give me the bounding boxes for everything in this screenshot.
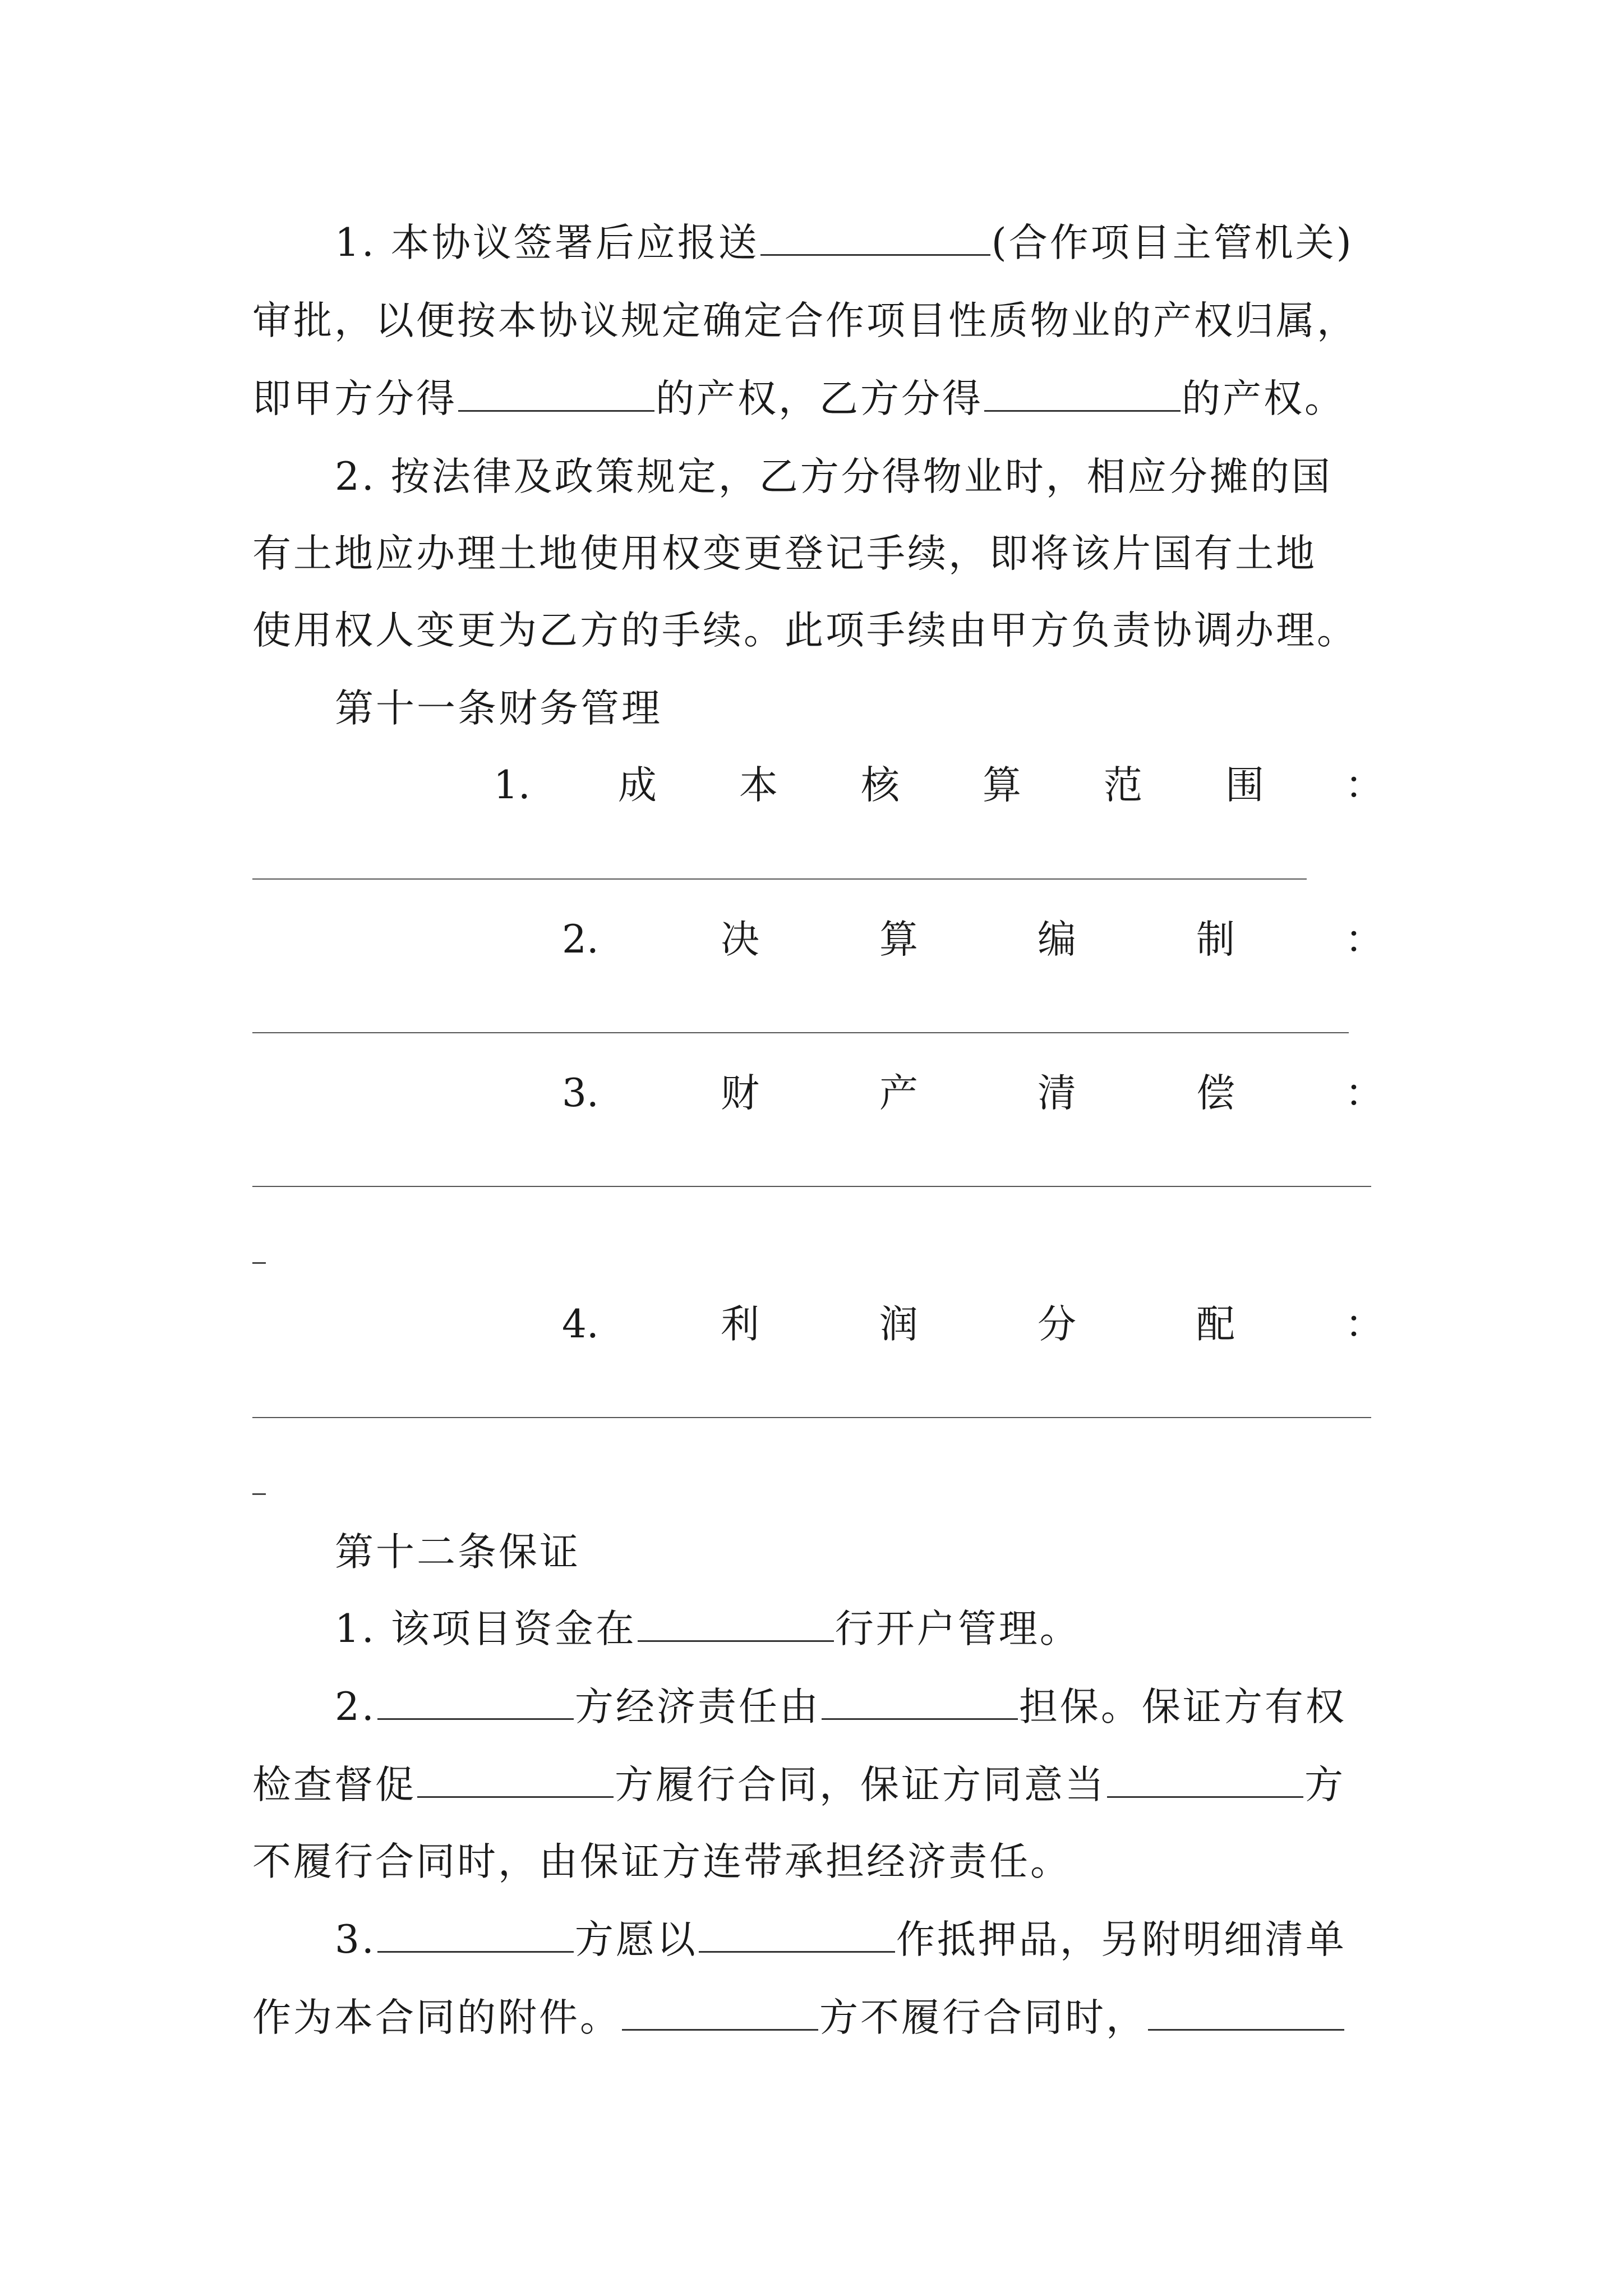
item-char: 配 [1196, 1302, 1235, 1347]
clause11-title: 第十一条财务管理 [335, 686, 662, 731]
clause12-item2-line1 [335, 1682, 1347, 1732]
item-colon: ： [1345, 917, 1384, 962]
clause12-item2-line2-pre: 检查督促 [252, 1763, 416, 1807]
item-char: 产 [879, 1071, 918, 1116]
item-colon: ： [1345, 763, 1384, 808]
item-char: 核 [861, 763, 900, 808]
clause12-item2-line2-post: 方 [1304, 1763, 1345, 1807]
clause10-item2-line1: 2. 按法律及政策规定，乙方分得物业时，相应分摊的国 [335, 454, 1332, 499]
item-char: 制 [1196, 917, 1235, 962]
clause12-title: 第十二条保证 [335, 1530, 580, 1575]
clause12-item3-line1-post: 作抵押品，另附明细清单 [896, 1917, 1347, 1962]
clause11-item1-row [0, 760, 1623, 811]
blank-field [622, 1994, 818, 2031]
clause10-item1-line3-mid: 的产权，乙方分得 [656, 376, 983, 421]
fill-in-line-stub [252, 1262, 266, 1264]
clause10-item2-line3: 使用权人变更为乙方的手续。此项手续由甲方负责协调办理。 [252, 608, 1358, 653]
clause10-item1-line1 [335, 218, 1354, 268]
clause11-item4-row [0, 1299, 1623, 1350]
clause12-item1-pre: 1. 该项目资金在 [335, 1607, 637, 1651]
clause10-item1-line1-pre: 1. 本协议签署后应报送 [335, 220, 759, 265]
clause12-item2-line1-post: 担保。保证方有权 [1018, 1685, 1347, 1729]
item-char: 算 [983, 763, 1021, 808]
clause10-item1-line3-post: 的产权。 [1182, 376, 1345, 421]
clause10-item1-line3-pre: 即甲方分得 [252, 376, 457, 421]
blank-field [458, 375, 654, 412]
item-char: 决 [721, 917, 759, 962]
clause12-item1-post: 行开户管理。 [834, 1607, 1081, 1651]
clause12-item2-line2-mid: 方履行合同，保证方同意当 [615, 1763, 1106, 1807]
clause12-item3-line1-mid: 方愿以 [574, 1917, 698, 1962]
item-char: 本 [739, 763, 778, 808]
item-char: 利 [721, 1302, 759, 1347]
blank-field [377, 1916, 574, 1953]
blank-field [984, 375, 1181, 412]
item-char: 围 [1225, 763, 1264, 808]
item-char: 财 [721, 1071, 759, 1116]
item-number: 3. [562, 1071, 599, 1116]
item-char: 偿 [1196, 1071, 1235, 1116]
clause10-item1-line1-post: (合作项目主管机关) [991, 220, 1354, 265]
blank-field [417, 1761, 614, 1798]
clause12-item2-line1-pre: 2. [335, 1685, 376, 1729]
blank-field [1148, 1994, 1344, 2031]
fill-in-line [252, 1417, 1371, 1418]
fill-in-line [252, 1186, 1371, 1187]
item-colon: ： [1345, 1302, 1384, 1347]
clause12-item3-line2-mid: 方不履行合同时， [819, 1995, 1147, 2040]
item-char: 清 [1038, 1071, 1076, 1116]
blank-field [638, 1605, 834, 1642]
item-char: 润 [879, 1302, 918, 1347]
clause11-item3-row [0, 1068, 1623, 1119]
item-number: 4. [562, 1302, 599, 1347]
item-char: 算 [879, 917, 918, 962]
clause12-item2-line1-mid: 方经济责任由 [574, 1685, 820, 1729]
clause10-item1-line2: 审批，以便按本协议规定确定合作项目性质物业的产权归属， [252, 298, 1358, 343]
clause10-item2-line2: 有土地应办理土地使用权变更登记手续，即将该片国有土地 [252, 531, 1317, 576]
item-number: 2. [562, 917, 599, 962]
item-char: 分 [1038, 1302, 1076, 1347]
fill-in-line-stub [252, 1493, 266, 1495]
clause12-item2-line2 [252, 1760, 1345, 1810]
item-char: 范 [1104, 763, 1142, 808]
clause12-item3-line2-pre: 作为本合同的附件。 [252, 1995, 621, 2040]
clause12-item2-line3: 不履行合同时，由保证方连带承担经济责任。 [252, 1839, 1071, 1884]
clause12-item3-line1-pre: 3. [335, 1917, 376, 1962]
item-number: 1. [494, 763, 531, 808]
item-char: 编 [1038, 917, 1076, 962]
fill-in-line [252, 878, 1307, 880]
clause11-item2-row [0, 914, 1623, 965]
clause10-item1-line3 [252, 374, 1345, 424]
fill-in-line [252, 1032, 1349, 1033]
item-char: 成 [618, 763, 657, 808]
blank-field [822, 1683, 1018, 1720]
clause12-item3-line2 [252, 1993, 1345, 2043]
item-colon: ： [1345, 1071, 1384, 1116]
clause12-item3-line1 [335, 1915, 1347, 1965]
blank-field [760, 219, 990, 256]
blank-field [699, 1916, 895, 1953]
blank-field [377, 1683, 574, 1720]
blank-field [1107, 1761, 1303, 1798]
clause12-item1 [335, 1604, 1081, 1654]
